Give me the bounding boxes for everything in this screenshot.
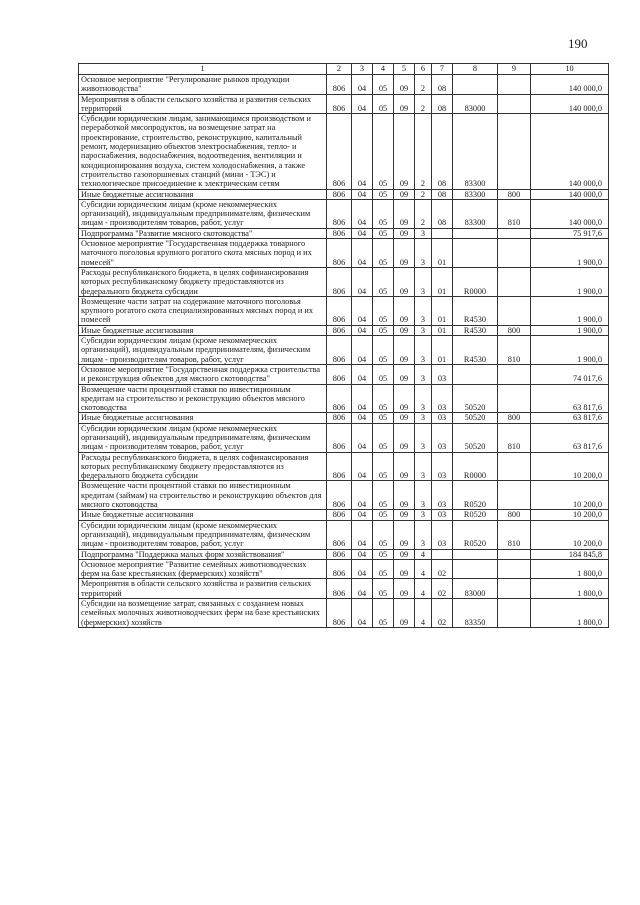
row-amount: 63 817,6	[531, 413, 609, 423]
row-expense-type	[498, 267, 531, 296]
row-subsection: 05	[373, 423, 394, 452]
row-program: 09	[394, 452, 415, 481]
row-program: 09	[394, 336, 415, 365]
row-expense-type	[498, 296, 531, 325]
row-program: 09	[394, 267, 415, 296]
row-event: 01	[432, 336, 453, 365]
row-name: Подпрограмма "Поддержка малых форм хозяйствования"	[79, 549, 327, 559]
row-admin-code: 806	[327, 189, 352, 199]
row-expense-type	[498, 239, 531, 268]
row-subsection: 05	[373, 549, 394, 559]
row-section: 04	[352, 94, 373, 114]
column-header: 10	[531, 64, 609, 75]
column-header: 4	[373, 64, 394, 75]
row-admin-code: 806	[327, 75, 352, 95]
row-name: Иные бюджетные ассигнования	[79, 189, 327, 199]
row-event: 08	[432, 199, 453, 228]
table-row	[79, 452, 609, 481]
row-section: 04	[352, 189, 373, 199]
row-name: Субсидии юридическим лицам (кроме некоммерческих организаций), индивидуальным предпринимателям, физическим лицам - производителям товаров, работ, услуг	[79, 520, 327, 549]
row-section: 04	[352, 336, 373, 365]
row-name: Мероприятия в области сельского хозяйства и развития сельских территорий	[79, 94, 327, 114]
row-amount: 140 000,0	[531, 75, 609, 95]
column-header: 5	[394, 64, 415, 75]
table-row	[79, 75, 609, 95]
row-event: 02	[432, 559, 453, 579]
row-program: 09	[394, 481, 415, 510]
row-direction	[453, 228, 498, 238]
row-subsection: 05	[373, 336, 394, 365]
row-name: Мероприятия в области сельского хозяйства и развития сельских территорий	[79, 579, 327, 599]
row-subsection: 05	[373, 239, 394, 268]
row-subprogram: 3	[415, 364, 432, 384]
table-row	[79, 579, 609, 599]
row-section: 04	[352, 520, 373, 549]
row-event: 03	[432, 510, 453, 520]
row-admin-code: 806	[327, 267, 352, 296]
row-direction: R4530	[453, 325, 498, 335]
row-expense-type	[498, 384, 531, 413]
row-subprogram: 3	[415, 413, 432, 423]
row-subsection: 05	[373, 520, 394, 549]
row-admin-code: 806	[327, 364, 352, 384]
row-subsection: 05	[373, 559, 394, 579]
row-event: 08	[432, 94, 453, 114]
row-admin-code: 806	[327, 599, 352, 628]
row-program: 09	[394, 559, 415, 579]
row-direction	[453, 239, 498, 268]
row-direction: 50520	[453, 384, 498, 413]
row-admin-code: 806	[327, 239, 352, 268]
row-subsection: 05	[373, 75, 394, 95]
row-expense-type: 800	[498, 189, 531, 199]
row-amount: 63 817,6	[531, 423, 609, 452]
row-expense-type	[498, 94, 531, 114]
row-event: 02	[432, 579, 453, 599]
row-direction: 83000	[453, 94, 498, 114]
row-direction: 50520	[453, 413, 498, 423]
row-expense-type	[498, 549, 531, 559]
row-subsection: 05	[373, 599, 394, 628]
row-name: Иные бюджетные ассигнования	[79, 325, 327, 335]
table-row	[79, 199, 609, 228]
table-row	[79, 599, 609, 628]
table-row	[79, 189, 609, 199]
row-name: Субсидии юридическим лицам (кроме некоммерческих организаций), индивидуальным предпринимателям, физическим лицам - производителям товаров, работ, услуг	[79, 199, 327, 228]
row-amount: 184 845,8	[531, 549, 609, 559]
row-subsection: 05	[373, 481, 394, 510]
row-program: 09	[394, 114, 415, 189]
row-expense-type: 810	[498, 336, 531, 365]
row-subsection: 05	[373, 228, 394, 238]
row-subsection: 05	[373, 296, 394, 325]
row-name: Возмещение части процентной ставки по инвестиционным кредитам на строительство и реконструкцию объектов мясного скотоводства	[79, 384, 327, 413]
row-admin-code: 806	[327, 114, 352, 189]
row-direction: 50520	[453, 423, 498, 452]
row-admin-code: 806	[327, 452, 352, 481]
row-subprogram: 4	[415, 559, 432, 579]
row-direction: 83000	[453, 579, 498, 599]
table-row	[79, 423, 609, 452]
row-subsection: 05	[373, 325, 394, 335]
row-direction	[453, 364, 498, 384]
row-name: Подпрограмма "Развитие мясного скотоводства"	[79, 228, 327, 238]
row-amount: 1 900,0	[531, 296, 609, 325]
row-name: Субсидии юридическим лицам (кроме некоммерческих организаций), индивидуальным предпринимателям, физическим лицам - производителям товаров, работ, услуг	[79, 423, 327, 452]
row-amount: 140 000,0	[531, 199, 609, 228]
table-row	[79, 94, 609, 114]
row-direction: 83350	[453, 599, 498, 628]
row-admin-code: 806	[327, 423, 352, 452]
row-amount: 10 200,0	[531, 520, 609, 549]
row-direction: R4530	[453, 296, 498, 325]
row-section: 04	[352, 75, 373, 95]
row-event: 01	[432, 296, 453, 325]
row-program: 09	[394, 75, 415, 95]
row-name: Расходы республиканского бюджета, в целях софинансирования которых республиканскому бюджету предоставляются из федерального бюджета субсидии	[79, 452, 327, 481]
row-admin-code: 806	[327, 579, 352, 599]
row-program: 09	[394, 189, 415, 199]
row-subprogram: 4	[415, 579, 432, 599]
row-name: Возмещение части затрат на содержание маточного поголовья крупного рогатого скота специализированных мясных пород и их помесей	[79, 296, 327, 325]
row-subsection: 05	[373, 579, 394, 599]
row-amount: 1 900,0	[531, 325, 609, 335]
row-event: 03	[432, 481, 453, 510]
row-direction: R0520	[453, 520, 498, 549]
row-subsection: 05	[373, 384, 394, 413]
column-header: 8	[453, 64, 498, 75]
row-section: 04	[352, 384, 373, 413]
row-expense-type	[498, 228, 531, 238]
row-expense-type: 810	[498, 423, 531, 452]
row-amount: 140 000,0	[531, 94, 609, 114]
row-name: Основное мероприятие "Регулирование рынков продукции животноводства"	[79, 75, 327, 95]
row-expense-type: 810	[498, 520, 531, 549]
row-subsection: 05	[373, 510, 394, 520]
row-amount: 1 800,0	[531, 599, 609, 628]
row-expense-type: 800	[498, 325, 531, 335]
column-header: 6	[415, 64, 432, 75]
row-program: 09	[394, 364, 415, 384]
row-event: 01	[432, 267, 453, 296]
row-program: 09	[394, 228, 415, 238]
row-event	[432, 549, 453, 559]
row-subprogram: 3	[415, 336, 432, 365]
table-row	[79, 325, 609, 335]
row-subprogram: 3	[415, 228, 432, 238]
row-subprogram: 2	[415, 94, 432, 114]
row-direction: R0000	[453, 452, 498, 481]
row-section: 04	[352, 114, 373, 189]
row-direction: R0520	[453, 481, 498, 510]
row-name: Возмещение части процентной ставки по инвестиционным кредитам (займам) на строительство и реконструкцию объектов для мясного скотоводства	[79, 481, 327, 510]
row-section: 04	[352, 325, 373, 335]
row-section: 04	[352, 481, 373, 510]
table-row	[79, 239, 609, 268]
row-section: 04	[352, 228, 373, 238]
row-subprogram: 3	[415, 510, 432, 520]
row-expense-type	[498, 452, 531, 481]
row-subprogram: 3	[415, 520, 432, 549]
row-direction: R4530	[453, 336, 498, 365]
row-section: 04	[352, 549, 373, 559]
row-direction: 83300	[453, 199, 498, 228]
row-name: Расходы республиканского бюджета, в целях софинансирования которых республиканскому бюджету предоставляются из федерального бюджета субсидии	[79, 267, 327, 296]
row-direction	[453, 549, 498, 559]
column-header: 7	[432, 64, 453, 75]
row-expense-type: 800	[498, 413, 531, 423]
row-direction: R0520	[453, 510, 498, 520]
row-subsection: 05	[373, 364, 394, 384]
row-section: 04	[352, 364, 373, 384]
row-section: 04	[352, 599, 373, 628]
row-subprogram: 3	[415, 481, 432, 510]
row-admin-code: 806	[327, 228, 352, 238]
row-event: 08	[432, 75, 453, 95]
row-name: Иные бюджетные ассигнования	[79, 510, 327, 520]
row-amount: 10 200,0	[531, 452, 609, 481]
row-program: 09	[394, 325, 415, 335]
row-subsection: 05	[373, 94, 394, 114]
row-subprogram: 3	[415, 267, 432, 296]
row-expense-type: 800	[498, 510, 531, 520]
row-program: 09	[394, 520, 415, 549]
row-name: Субсидии на возмещение затрат, связанных с созданием новых семейных молочных животноводческих ферм на базе крестьянских (фермерских) хозяйств	[79, 599, 327, 628]
row-subprogram: 3	[415, 239, 432, 268]
row-subprogram: 4	[415, 599, 432, 628]
row-event: 03	[432, 423, 453, 452]
row-event: 03	[432, 384, 453, 413]
table-row	[79, 549, 609, 559]
row-admin-code: 806	[327, 510, 352, 520]
row-event	[432, 228, 453, 238]
table-row	[79, 520, 609, 549]
row-section: 04	[352, 296, 373, 325]
row-event: 08	[432, 189, 453, 199]
row-subsection: 05	[373, 199, 394, 228]
row-section: 04	[352, 413, 373, 423]
row-expense-type	[498, 364, 531, 384]
row-expense-type	[498, 599, 531, 628]
column-header: 3	[352, 64, 373, 75]
row-amount: 1 900,0	[531, 336, 609, 365]
row-section: 04	[352, 423, 373, 452]
row-subprogram: 3	[415, 423, 432, 452]
row-program: 09	[394, 94, 415, 114]
row-event: 08	[432, 114, 453, 189]
row-direction: 83300	[453, 189, 498, 199]
row-subprogram: 3	[415, 384, 432, 413]
table-body	[79, 75, 609, 628]
row-program: 09	[394, 239, 415, 268]
column-header: 9	[498, 64, 531, 75]
page-number: 190	[568, 36, 588, 51]
table-row	[79, 267, 609, 296]
row-admin-code: 806	[327, 199, 352, 228]
row-event: 03	[432, 364, 453, 384]
row-direction	[453, 75, 498, 95]
row-program: 09	[394, 549, 415, 559]
row-amount: 75 917,6	[531, 228, 609, 238]
row-subsection: 05	[373, 413, 394, 423]
table-row	[79, 413, 609, 423]
row-admin-code: 806	[327, 520, 352, 549]
row-amount: 140 000,0	[531, 114, 609, 189]
column-header: 2	[327, 64, 352, 75]
row-expense-type	[498, 114, 531, 189]
table-row	[79, 228, 609, 238]
row-expense-type	[498, 75, 531, 95]
table-row	[79, 114, 609, 189]
row-program: 09	[394, 510, 415, 520]
row-name: Основное мероприятие "Государственная поддержка строительства и реконструкция объектов для мясного скотоводства"	[79, 364, 327, 384]
row-amount: 1 900,0	[531, 267, 609, 296]
row-subprogram: 4	[415, 549, 432, 559]
row-amount: 10 200,0	[531, 510, 609, 520]
row-name: Субсидии юридическим лицам, занимающимся производством и переработкой мясопродуктов, на возмещение затрат на проектирование, строительство, реконструкцию, капитальный ремонт, модернизацию объектов электроснабжения, тепло- и пароснабжения, водоснабжения, водоотведения, вентиляции и кондиционирования воздуха, систем холодоснабжения, а также строительство газопоршневых станций (мини - ТЭС) и технологическое присоединение к электрическим сетям	[79, 114, 327, 189]
row-name: Основное мероприятие "Государственная поддержка товарного маточного поголовья крупного рогатого скота мясных пород и их помесей"	[79, 239, 327, 268]
row-admin-code: 806	[327, 559, 352, 579]
row-subprogram: 2	[415, 114, 432, 189]
table-row	[79, 510, 609, 520]
row-subprogram: 3	[415, 452, 432, 481]
row-name: Субсидии юридическим лицам (кроме некоммерческих организаций), индивидуальным предпринимателям, физическим лицам - производителям товаров, работ, услуг	[79, 336, 327, 365]
row-amount: 1 900,0	[531, 239, 609, 268]
row-program: 09	[394, 199, 415, 228]
row-subsection: 05	[373, 189, 394, 199]
row-subsection: 05	[373, 267, 394, 296]
row-expense-type	[498, 559, 531, 579]
row-event: 03	[432, 520, 453, 549]
row-subprogram: 2	[415, 75, 432, 95]
row-admin-code: 806	[327, 325, 352, 335]
row-section: 04	[352, 239, 373, 268]
row-amount: 74 017,6	[531, 364, 609, 384]
row-amount: 1 800,0	[531, 559, 609, 579]
row-section: 04	[352, 267, 373, 296]
row-section: 04	[352, 452, 373, 481]
row-event: 01	[432, 325, 453, 335]
row-amount: 140 000,0	[531, 189, 609, 199]
row-event: 03	[432, 452, 453, 481]
row-program: 09	[394, 599, 415, 628]
column-header: 1	[79, 64, 327, 75]
row-admin-code: 806	[327, 481, 352, 510]
row-program: 09	[394, 423, 415, 452]
row-admin-code: 806	[327, 94, 352, 114]
row-expense-type: 810	[498, 199, 531, 228]
row-event: 02	[432, 599, 453, 628]
row-direction: R0000	[453, 267, 498, 296]
table-row	[79, 296, 609, 325]
row-amount: 10 200,0	[531, 481, 609, 510]
row-program: 09	[394, 413, 415, 423]
budget-table	[78, 63, 609, 628]
row-program: 09	[394, 296, 415, 325]
row-section: 04	[352, 510, 373, 520]
row-admin-code: 806	[327, 549, 352, 559]
row-event: 03	[432, 413, 453, 423]
table-row	[79, 559, 609, 579]
row-expense-type	[498, 481, 531, 510]
row-subprogram: 3	[415, 296, 432, 325]
row-program: 09	[394, 384, 415, 413]
table-row	[79, 481, 609, 510]
row-subsection: 05	[373, 452, 394, 481]
row-admin-code: 806	[327, 413, 352, 423]
table-row	[79, 384, 609, 413]
row-subprogram: 2	[415, 199, 432, 228]
row-name: Иные бюджетные ассигнования	[79, 413, 327, 423]
row-admin-code: 806	[327, 336, 352, 365]
row-direction: 83300	[453, 114, 498, 189]
row-section: 04	[352, 579, 373, 599]
row-subsection: 05	[373, 114, 394, 189]
row-section: 04	[352, 199, 373, 228]
row-admin-code: 806	[327, 384, 352, 413]
table-row	[79, 364, 609, 384]
row-program: 09	[394, 579, 415, 599]
row-subprogram: 2	[415, 189, 432, 199]
row-direction	[453, 559, 498, 579]
row-amount: 1 800,0	[531, 579, 609, 599]
row-event: 01	[432, 239, 453, 268]
row-expense-type	[498, 579, 531, 599]
row-name: Основное мероприятие "Развитие семейных животноводческих ферм на базе крестьянских (фермерских) хозяйств"	[79, 559, 327, 579]
row-admin-code: 806	[327, 296, 352, 325]
header-row	[79, 64, 609, 75]
row-section: 04	[352, 559, 373, 579]
table-row	[79, 336, 609, 365]
row-subprogram: 3	[415, 325, 432, 335]
row-amount: 63 817,6	[531, 384, 609, 413]
